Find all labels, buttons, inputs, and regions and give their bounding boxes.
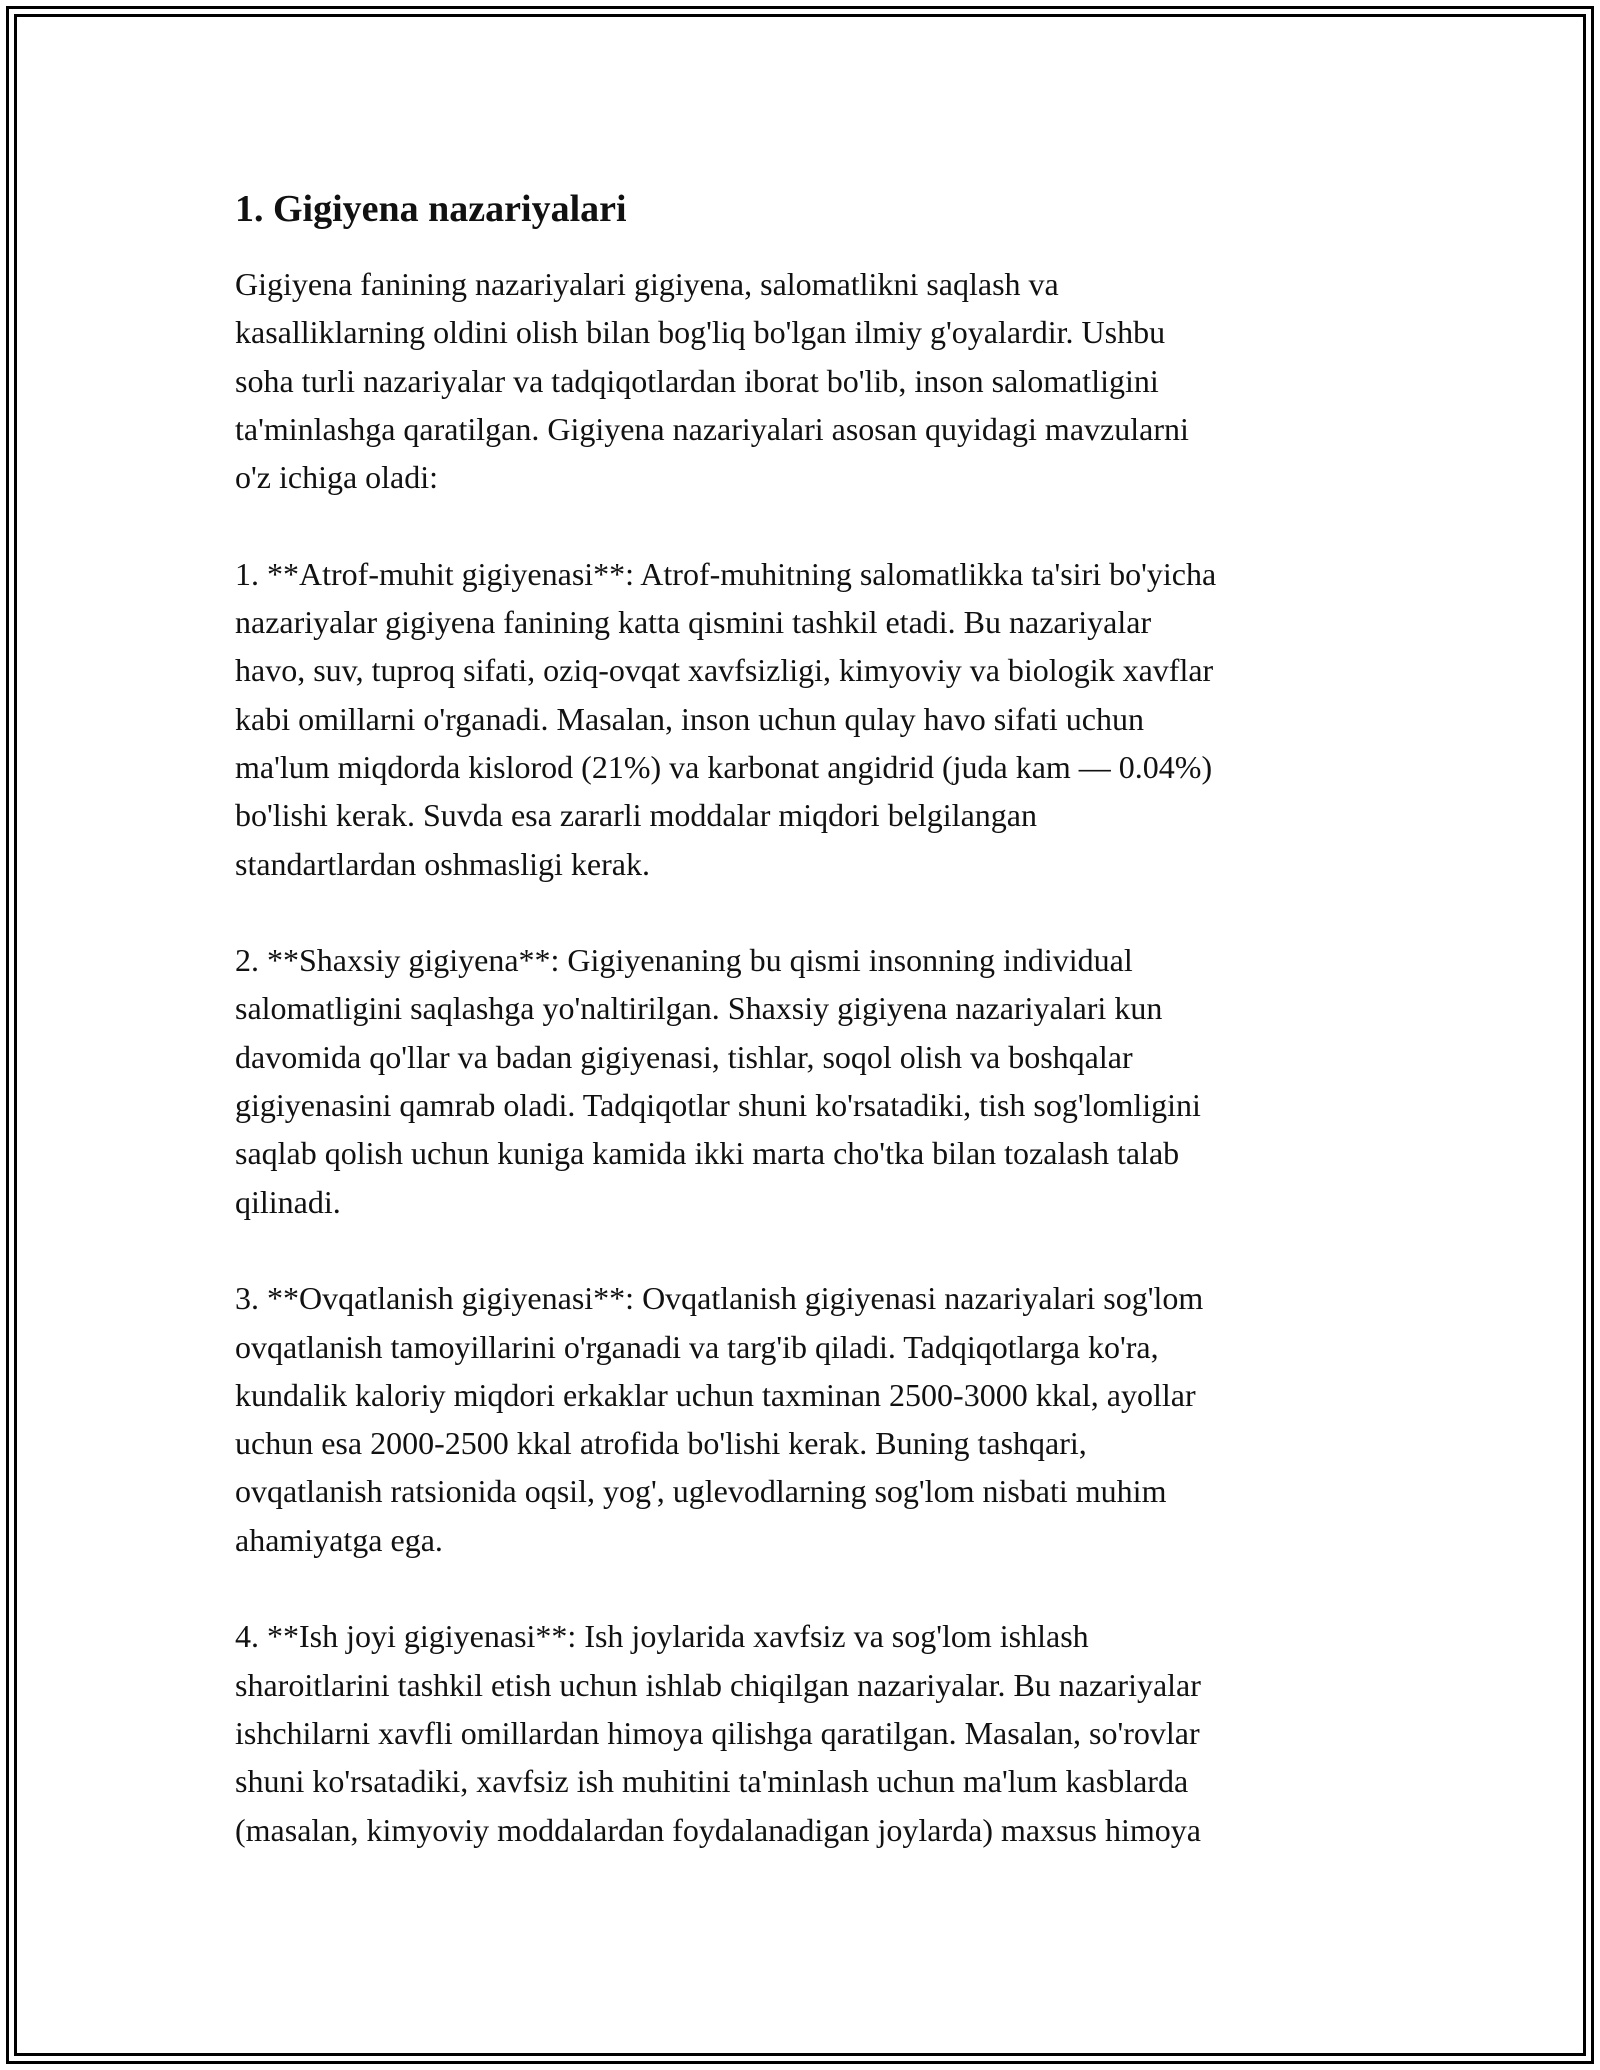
text-line: ovqatlanish tamoyillarini o'rganadi va targ'ib qiladi. Tadqiqotlarga ko'ra, bbox=[235, 1328, 1159, 1365]
text-line: o'z ichiga oladi: bbox=[235, 459, 439, 496]
text-line: ovqatlanish ratsionida oqsil, yog', uglevodlarning sog'lom nisbati muhim bbox=[235, 1473, 1167, 1510]
text-line: kabi omillarni o'rganadi. Masalan, inson uchun qulay havo sifati uchun bbox=[235, 700, 1144, 737]
text-line: uchun esa 2000-2500 kkal atrofida bo'lishi kerak. Buning tashqari, bbox=[235, 1425, 1087, 1462]
text-line: bo'lishi kerak. Suvda esa zararli moddalar miqdori belgilangan bbox=[235, 797, 1037, 834]
text-line: 2. **Shaxsiy gigiyena**: Gigiyenaning bu qismi insonning individual bbox=[235, 942, 1133, 979]
text-line: standartlardan oshmasligi kerak. bbox=[235, 845, 650, 882]
section-heading: 1. Gigiyena nazariyalari bbox=[235, 188, 627, 230]
text-line: kundalik kaloriy miqdori erkaklar uchun taxminan 2500-3000 kkal, ayollar bbox=[235, 1376, 1196, 1413]
paragraph-intro bbox=[235, 260, 1375, 501]
paragraph-item-4 bbox=[235, 1612, 1375, 1853]
text-line: gigiyenasini qamrab oladi. Tadqiqotlar shuni ko'rsatadiki, tish sog'lomligini bbox=[235, 1087, 1201, 1124]
text-line: qilinadi. bbox=[235, 1183, 341, 1220]
text-line: ishchilarni xavfli omillardan himoya qilishga qaratilgan. Masalan, so'rovlar bbox=[235, 1714, 1200, 1751]
text-line: ma'lum miqdorda kislorod (21%) va karbonat angidrid (juda kam — 0.04%) bbox=[235, 748, 1213, 785]
text-line: kasalliklarning oldini olish bilan bog'liq bo'lgan ilmiy g'oyalardir. Ushbu bbox=[235, 314, 1166, 351]
paragraph-item-1 bbox=[235, 550, 1375, 888]
text-line: saqlab qolish uchun kuniga kamida ikki marta cho'tka bilan tozalash talab bbox=[235, 1135, 1180, 1172]
paragraph-item-2 bbox=[235, 936, 1375, 1226]
text-line: sharoitlarini tashkil etish uchun ishlab chiqilgan nazariyalar. Bu nazariyalar bbox=[235, 1666, 1201, 1703]
text-line: ta'minlashga qaratilgan. Gigiyena nazariyalari asosan quyidagi mavzularni bbox=[235, 410, 1189, 447]
text-line: 4. **Ish joyi gigiyenasi**: Ish joylarida xavfsiz va sog'lom ishlash bbox=[235, 1618, 1089, 1655]
text-line: havo, suv, tuproq sifati, oziq-ovqat xavfsizligi, kimyoviy va biologik xavflar bbox=[235, 652, 1214, 689]
text-line: 1. **Atrof-muhit gigiyenasi**: Atrof-muhitning salomatlikka ta'siri bo'yicha bbox=[235, 555, 1217, 592]
text-line: ahamiyatga ega. bbox=[235, 1521, 443, 1558]
text-line: (masalan, kimyoviy moddalardan foydalanadigan joylarda) maxsus himoya bbox=[235, 1811, 1201, 1848]
text-line: soha turli nazariyalar va tadqiqotlardan iborat bo'lib, inson salomatligini bbox=[235, 362, 1159, 399]
text-line: Gigiyena fanining nazariyalari gigiyena, salomatlikni saqlash va bbox=[235, 266, 1059, 302]
document-body bbox=[235, 186, 1375, 1902]
paragraph-item-3 bbox=[235, 1274, 1375, 1564]
text-line: 3. **Ovqatlanish gigiyenasi**: Ovqatlanish gigiyenasi nazariyalari sog'lom bbox=[235, 1280, 1204, 1317]
text-line: davomida qo'llar va badan gigiyenasi, tishlar, soqol olish va boshqalar bbox=[235, 1038, 1133, 1075]
text-line: shuni ko'rsatadiki, xavfsiz ish muhitini ta'minlash uchun ma'lum kasblarda bbox=[235, 1763, 1189, 1800]
text-line: salomatligini saqlashga yo'naltirilgan. Shaxsiy gigiyena nazariyalari kun bbox=[235, 990, 1163, 1027]
text-line: nazariyalar gigiyena fanining katta qismini tashkil etadi. Bu nazariyalar bbox=[235, 604, 1152, 641]
